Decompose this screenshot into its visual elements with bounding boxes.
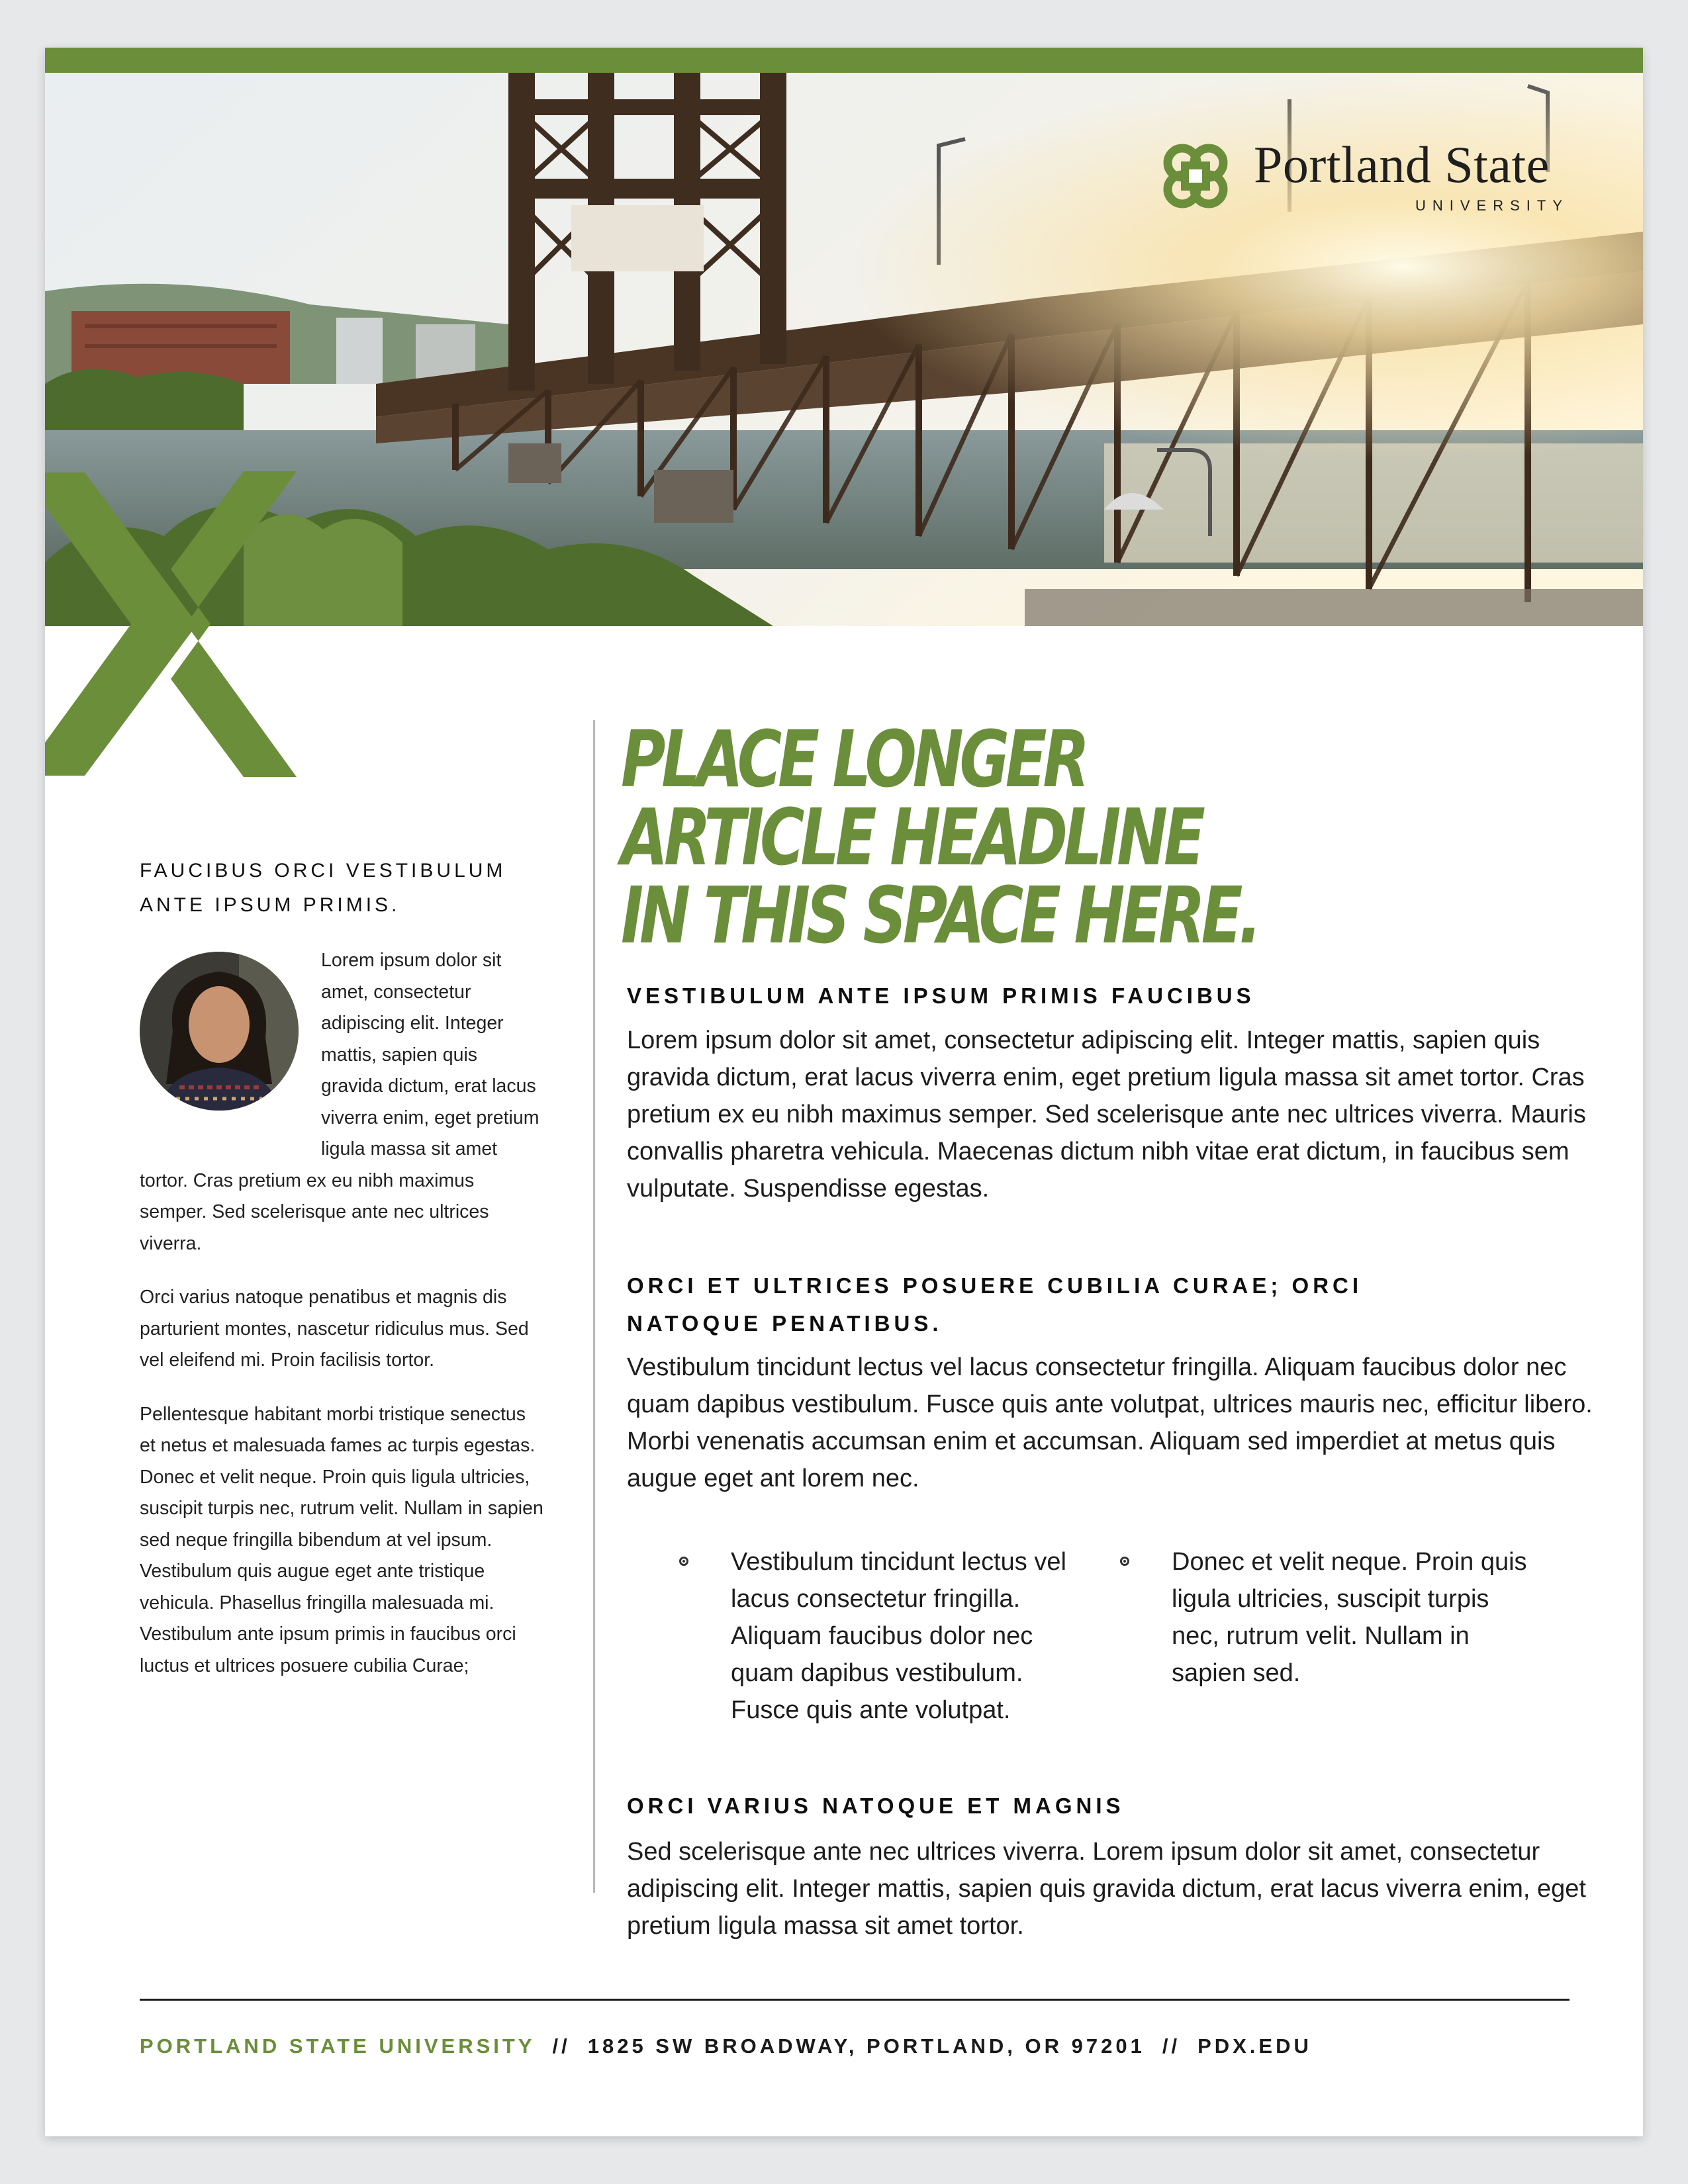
list-item-text: Donec et velit neque. Proin quis ligula ultricies, suscipit turpis nec, rutrum velit. Nullam in sapien sed. (1172, 1548, 1527, 1687)
footer-separator: // (552, 2034, 571, 2058)
section-heading: ORCI VARIUS NATOQUE ET MAGNIS (627, 1794, 1125, 1818)
top-accent-bar (45, 48, 1643, 73)
footer-rule (140, 1999, 1570, 2001)
bullet-icon (679, 1557, 688, 1566)
footer-org: PORTLAND STATE UNIVERSITY (140, 2034, 536, 2058)
psu-logo-mark-icon (1154, 135, 1237, 217)
logo-subtitle: UNIVERSITY (1415, 197, 1570, 214)
sidebar-paragraph: Lorem ipsum dolor sit amet, consectetur adipiscing elit. Integer mattis, sapien quis gravida dictum, erat lacus viverra enim, eget pretium ligula massa sit amet tortor. Cras pretium ex eu nibh maximus semper. Sed scelerisque ante nec ultrices viverra. (140, 950, 539, 1254)
article-headline: PLACE LONGER ARTICLE HEADLINE IN THIS SPACE HERE. (621, 713, 1258, 961)
list-item-text: Vestibulum tincidunt lectus vel lacus consectetur fringilla. Aliquam faucibus dolor nec quam dapibus vestibulum. Fusce quis ante volutpat. (731, 1548, 1066, 1724)
psu-logo (1154, 135, 1570, 228)
photo-float-spacer (140, 945, 321, 1137)
list-item (1172, 1543, 1529, 1692)
sidebar-text (140, 945, 543, 1704)
sidebar-paragraph: Orci varius natoque penatibus et magnis dis parturient montes, nascetur ridiculus mus. Sed vel eleifend mi. Proin facilisis tortor. (140, 1287, 529, 1371)
footer-separator: // (1162, 2034, 1181, 2058)
section-heading: ORCI ET ULTRICES POSUERE CUBILIA CURAE; ORCI NATOQUE PENATIBUS. (627, 1273, 1363, 1336)
footer-address: 1825 SW BROADWAY, PORTLAND, OR 97201 (587, 2034, 1145, 2058)
sidebar-paragraph: Pellentesque habitant morbi tristique senectus et netus et malesuada fames ac turpis egestas. Donec et velit neque. Proin quis ligula ultricies, suscipit turpis nec, rutrum velit. Nullam in sapien sed neque fringilla bibendum at vel ipsum. Vestibulum quis augue eget ante tristique vehicula. Phasellus fringilla malesuada mi. Vestibulum ante ipsum primis in faucibus orci luctus et ultrices posuere cubilia Curae; (140, 1403, 543, 1676)
list-item (731, 1543, 1075, 1729)
section-body: Lorem ipsum dolor sit amet, consectetur adipiscing elit. Integer mattis, sapien quis gravida dictum, erat lacus viverra enim, eget pretium ligula massa sit amet tortor. Cras pretium ex eu nibh maximus semper. Sed scelerisque ante nec ultrices viverra. Mauris convallis pharetra vehicula. Maecenas dictum nibh vitae erat dictum, in faucibus sem vulputate. Suspendisse egestas. (627, 1026, 1586, 1203)
document-page (45, 48, 1643, 2136)
logo-wordmark: Portland State (1254, 136, 1550, 193)
section-body: Sed scelerisque ante nec ultrices viverra. Lorem ipsum dolor sit amet, consectetur adipiscing elit. Integer mattis, sapien quis gravida dictum, erat lacus viverra enim, eget pretium ligula massa sit amet tortor. (627, 1838, 1586, 1940)
x-graphic-icon (45, 471, 297, 777)
sidebar-heading: FAUCIBUS ORCI VESTIBULUM ANTE IPSUM PRIMIS. (140, 860, 506, 916)
section-body: Vestibulum tincidunt lectus vel lacus consectetur fringilla. Aliquam faucibus dolor nec quam dapibus vestibulum. Fusce quis ante volutpat, ultrices mauris nec, efficitur libero. Morbi venenatis accumsan enim et accumsan. Aliquam sed imperdiet at metus quis augue eget ant lorem nec. (627, 1353, 1593, 1492)
bullet-icon (1120, 1557, 1129, 1566)
footer (140, 2033, 1312, 2060)
column-divider (593, 720, 595, 1893)
section-heading: VESTIBULUM ANTE IPSUM PRIMIS FAUCIBUS (627, 983, 1255, 1008)
footer-url[interactable]: PDX.EDU (1197, 2034, 1312, 2058)
